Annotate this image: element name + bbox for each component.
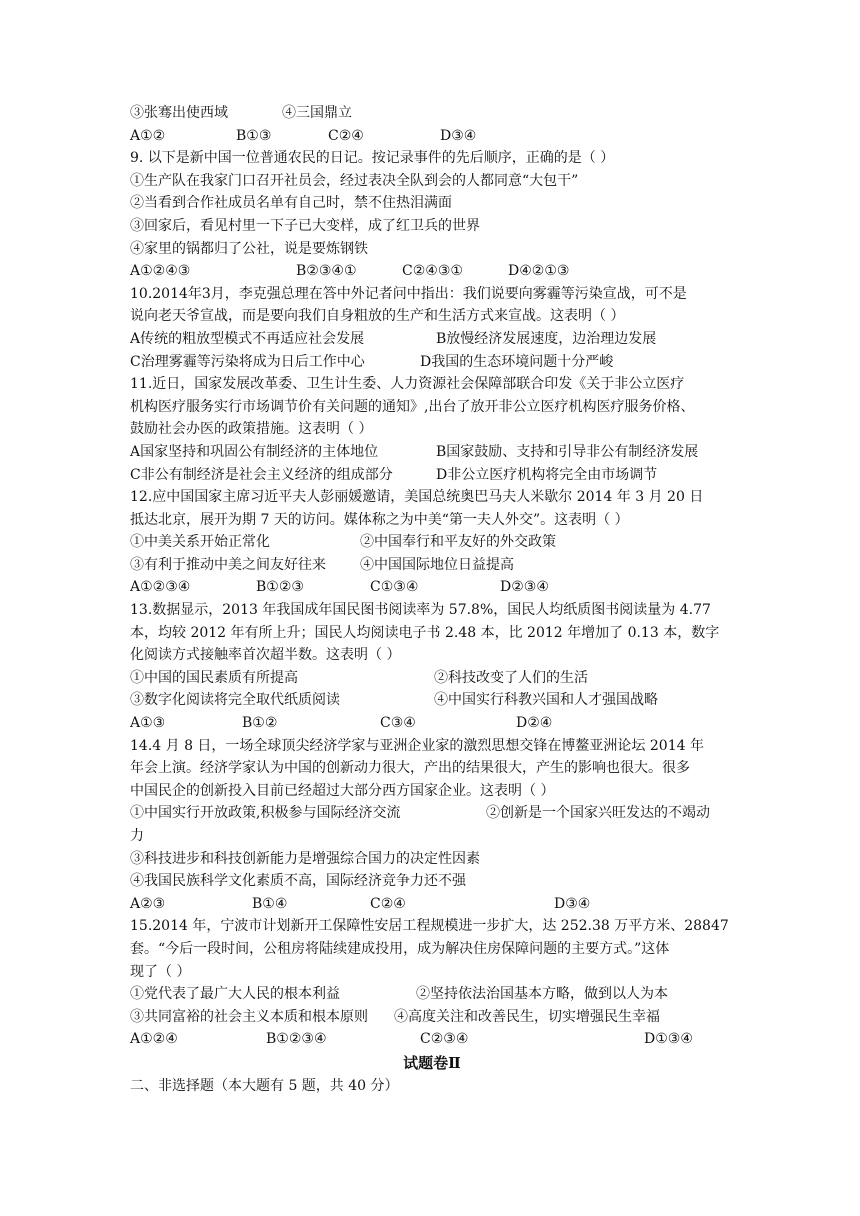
q14-stem-line-1: 14.4 月 8 日，一场全球顶尖经济学家与亚洲企业家的激烈思想交锋在博鳌亚洲论坛 2014 年 (130, 737, 704, 754)
q14-option-2-wrap: 力 (130, 828, 144, 844)
q14-option-1: ①中国实行开放政策,积极参与国际经济交流 (130, 805, 401, 822)
q14-option-4: ④我国民族科学文化素质不高，国际经济竞争力还不强 (130, 873, 466, 890)
q10-options-row-1 (130, 328, 734, 351)
q14-stem-line-2: 年会上演。经济学家认为中国的创新动力很大，产出的结果很大，产生的影响也很大。很多 (130, 760, 690, 777)
exam-page (130, 102, 734, 1098)
q11-option-c: C非公有制经济是社会主义经济的组成部分 (130, 466, 393, 483)
q10-options-row-2 (130, 351, 734, 374)
q13-option-1: ①中国的国民素质有所提高 (130, 669, 298, 686)
q11-stem-line-2: 机构医疗服务实行市场调节价有关问题的通知》,出台了放开非公立医疗机构医疗服务价格、 (130, 398, 695, 415)
q11-option-b: B国家鼓励、支持和引导非公有制经济发展 (436, 443, 699, 460)
q11-stem-line-3: 鼓励社会办医的政策措施。这表明（ ） (130, 421, 373, 438)
q14-answer-b: B①④ (252, 895, 288, 912)
q13-stem-line-3: 化阅读方式接触率首次超半数。这表明（ ） (130, 647, 401, 664)
q9-stem: 9. 以下是新中国一位普通农民的日记。按记录事件的先后顺序，正确的是（ ） (130, 150, 615, 167)
q15-stem-line-2: 套。“今后一段时间，公租房将陆续建成投用，成为解决住房保障问题的主要方式。”这体 (130, 940, 670, 957)
q13-option-4: ④中国实行科教兴国和人才强国战略 (434, 692, 658, 709)
q10-option-a: A传统的粗放型模式不再适应社会发展 (130, 330, 365, 347)
q13-answer-d: D②④ (516, 715, 553, 732)
q14-stem-line-3: 中国民企的创新投入目前已经超过大部分西方国家企业。这表明（ ） (130, 782, 555, 799)
q12-stem-line-1: 12.应中国国家主席习近平夫人彭丽媛邀请，美国总统奥巴马夫人米歇尔 2014 年 3 月 20 日 (130, 489, 704, 506)
q14-answers-row (130, 893, 734, 916)
q12-stem-line-2: 抵达北京，展开为期 7 天的访问。媒体称之为中美“第一夫人外交”。这表明（ ） (130, 511, 629, 528)
q14-answer-a: A②③ (130, 895, 166, 912)
q13-option-3: ③数字化阅读将完全取代纸质阅读 (130, 692, 340, 709)
q11-options-row-1 (130, 441, 734, 464)
q12-options-row-2 (130, 554, 734, 577)
q9-answer-c: C②④③① (402, 263, 463, 280)
q14-options-row-1 (130, 802, 734, 825)
q14-option-2: ②创新是一个国家兴旺发达的不竭动 (486, 805, 710, 822)
q13-answer-c: C③④ (380, 715, 416, 732)
q13-answer-b: B①② (242, 715, 278, 732)
q15-answer-d: D①③④ (644, 1031, 693, 1048)
q13-options-row-2 (130, 689, 734, 712)
q15-answer-c: C②③④ (420, 1031, 469, 1048)
q15-stem-line-1: 15.2014 年，宁波市计划新开工保障性安居工程规模进一步扩大，达 252.38 万平方米、28847 (130, 918, 729, 935)
q8-answer-a: A①② (130, 127, 166, 144)
q15-options-row-2 (130, 1006, 734, 1029)
q15-answers-row (130, 1028, 734, 1051)
q15-answer-b: B①②③④ (266, 1031, 327, 1048)
q10-option-b: B放慢经济发展速度，边治理边发展 (436, 330, 657, 347)
q8-options-row (130, 102, 734, 125)
q15-stem-line-3: 现了（ ） (130, 963, 191, 980)
q14-answer-d: D③④ (554, 895, 591, 912)
q9-answer-b: B②③④① (296, 263, 357, 280)
q11-options-row-2 (130, 464, 734, 487)
q12-answer-b: B①②③ (256, 579, 304, 596)
q13-option-2: ②科技改变了人们的生活 (434, 669, 588, 686)
q12-option-3: ③有利于推动中美之间友好往来 (130, 556, 326, 573)
q9-answers-row (130, 260, 734, 283)
q12-answer-d: D②③④ (500, 579, 549, 596)
q13-answers-row (130, 712, 734, 735)
q11-option-a: A国家坚持和巩固公有制经济的主体地位 (130, 443, 379, 460)
q12-options-row-1 (130, 531, 734, 554)
q13-answer-a: A①③ (130, 715, 166, 732)
q8-answer-d: D③④ (440, 127, 477, 144)
q15-option-1: ①党代表了最广大人民的根本利益 (130, 986, 340, 1003)
q8-answer-c: C②④ (328, 127, 364, 144)
q10-stem-line-1: 10.2014年3月，李克强总理在答中外记者问中指出：我们说要向雾霾等污染宣战，可不是 (130, 285, 687, 302)
q9-answer-d: D④②①③ (508, 263, 570, 280)
q15-option-2: ②坚持依法治国基本方略，做到以人为本 (416, 986, 668, 1003)
q9-item-1: ①生产队在我家门口召开社员会，经过表决全队到会的人都同意“大包干” (130, 172, 579, 189)
q15-options-row-1 (130, 983, 734, 1006)
q11-option-d: D非公立医疗机构将完全由市场调节 (436, 466, 658, 483)
q12-answers-row (130, 576, 734, 599)
q9-item-4: ④家里的锅都归了公社，说是要炼钢铁 (130, 240, 368, 257)
q14-option-3: ③科技进步和科技创新能力是增强综合国力的决定性因素 (130, 850, 480, 867)
q12-option-2: ②中国奉行和平友好的外交政策 (360, 534, 556, 551)
q10-stem-line-2: 说向老天爷宣战，而是要向我们自身粗放的生产和生活方式来宣战。这表明（ ） (130, 308, 625, 325)
q9-item-2: ②当看到合作社成员名单有自己时，禁不住热泪满面 (130, 195, 452, 212)
q9-item-3: ③回家后，看见村里一下子已大变样，成了红卫兵的世界 (130, 217, 480, 234)
q8-answer-b: B①③ (236, 127, 272, 144)
q12-answer-c: C①③④ (370, 579, 419, 596)
q8-option-4: ④三国鼎立 (282, 105, 352, 121)
q9-answer-a: A①②④③ (130, 263, 191, 280)
q13-options-row-1 (130, 667, 734, 690)
q11-stem-line-1: 11.近日，国家发展改革委、卫生计生委、人力资源社会保障部联合印发《关于非公立医疗 (130, 376, 685, 393)
q15-answer-a: A①②④ (130, 1031, 178, 1048)
section-2-subtitle: 二、非选择题（本大题有 5 题，共 40 分） (130, 1077, 399, 1094)
q8-option-3: ③张骞出使西域 (130, 105, 228, 121)
q12-option-1: ①中美关系开始正常化 (130, 534, 270, 551)
section-2-title: 试题卷Ⅱ (403, 1053, 461, 1072)
q10-option-d: D我国的生态环境问题十分严峻 (420, 353, 614, 370)
q14-answer-c: C②④ (370, 895, 406, 912)
q15-option-3: ③共同富裕的社会主义本质和根本原则 (130, 1008, 368, 1025)
q15-option-4: ④高度关注和改善民生，切实增强民生幸福 (394, 1008, 660, 1025)
q13-stem-line-1: 13.数据显示，2013 年我国成年国民图书阅读率为 57.8%，国民人均纸质图书阅读量为 4.77 (130, 602, 711, 619)
q13-stem-line-2: 本，均较 2012 年有所上升；国民人均阅读电子书 2.48 本，比 2012 年增加了 0.13 本，数字 (130, 624, 720, 641)
q12-option-4: ④中国国际地位日益提高 (360, 556, 514, 573)
q8-answers-row (130, 125, 734, 148)
q10-option-c: C治理雾霾等污染将成为日后工作中心 (130, 353, 365, 370)
q12-answer-a: A①②③④ (130, 579, 191, 596)
